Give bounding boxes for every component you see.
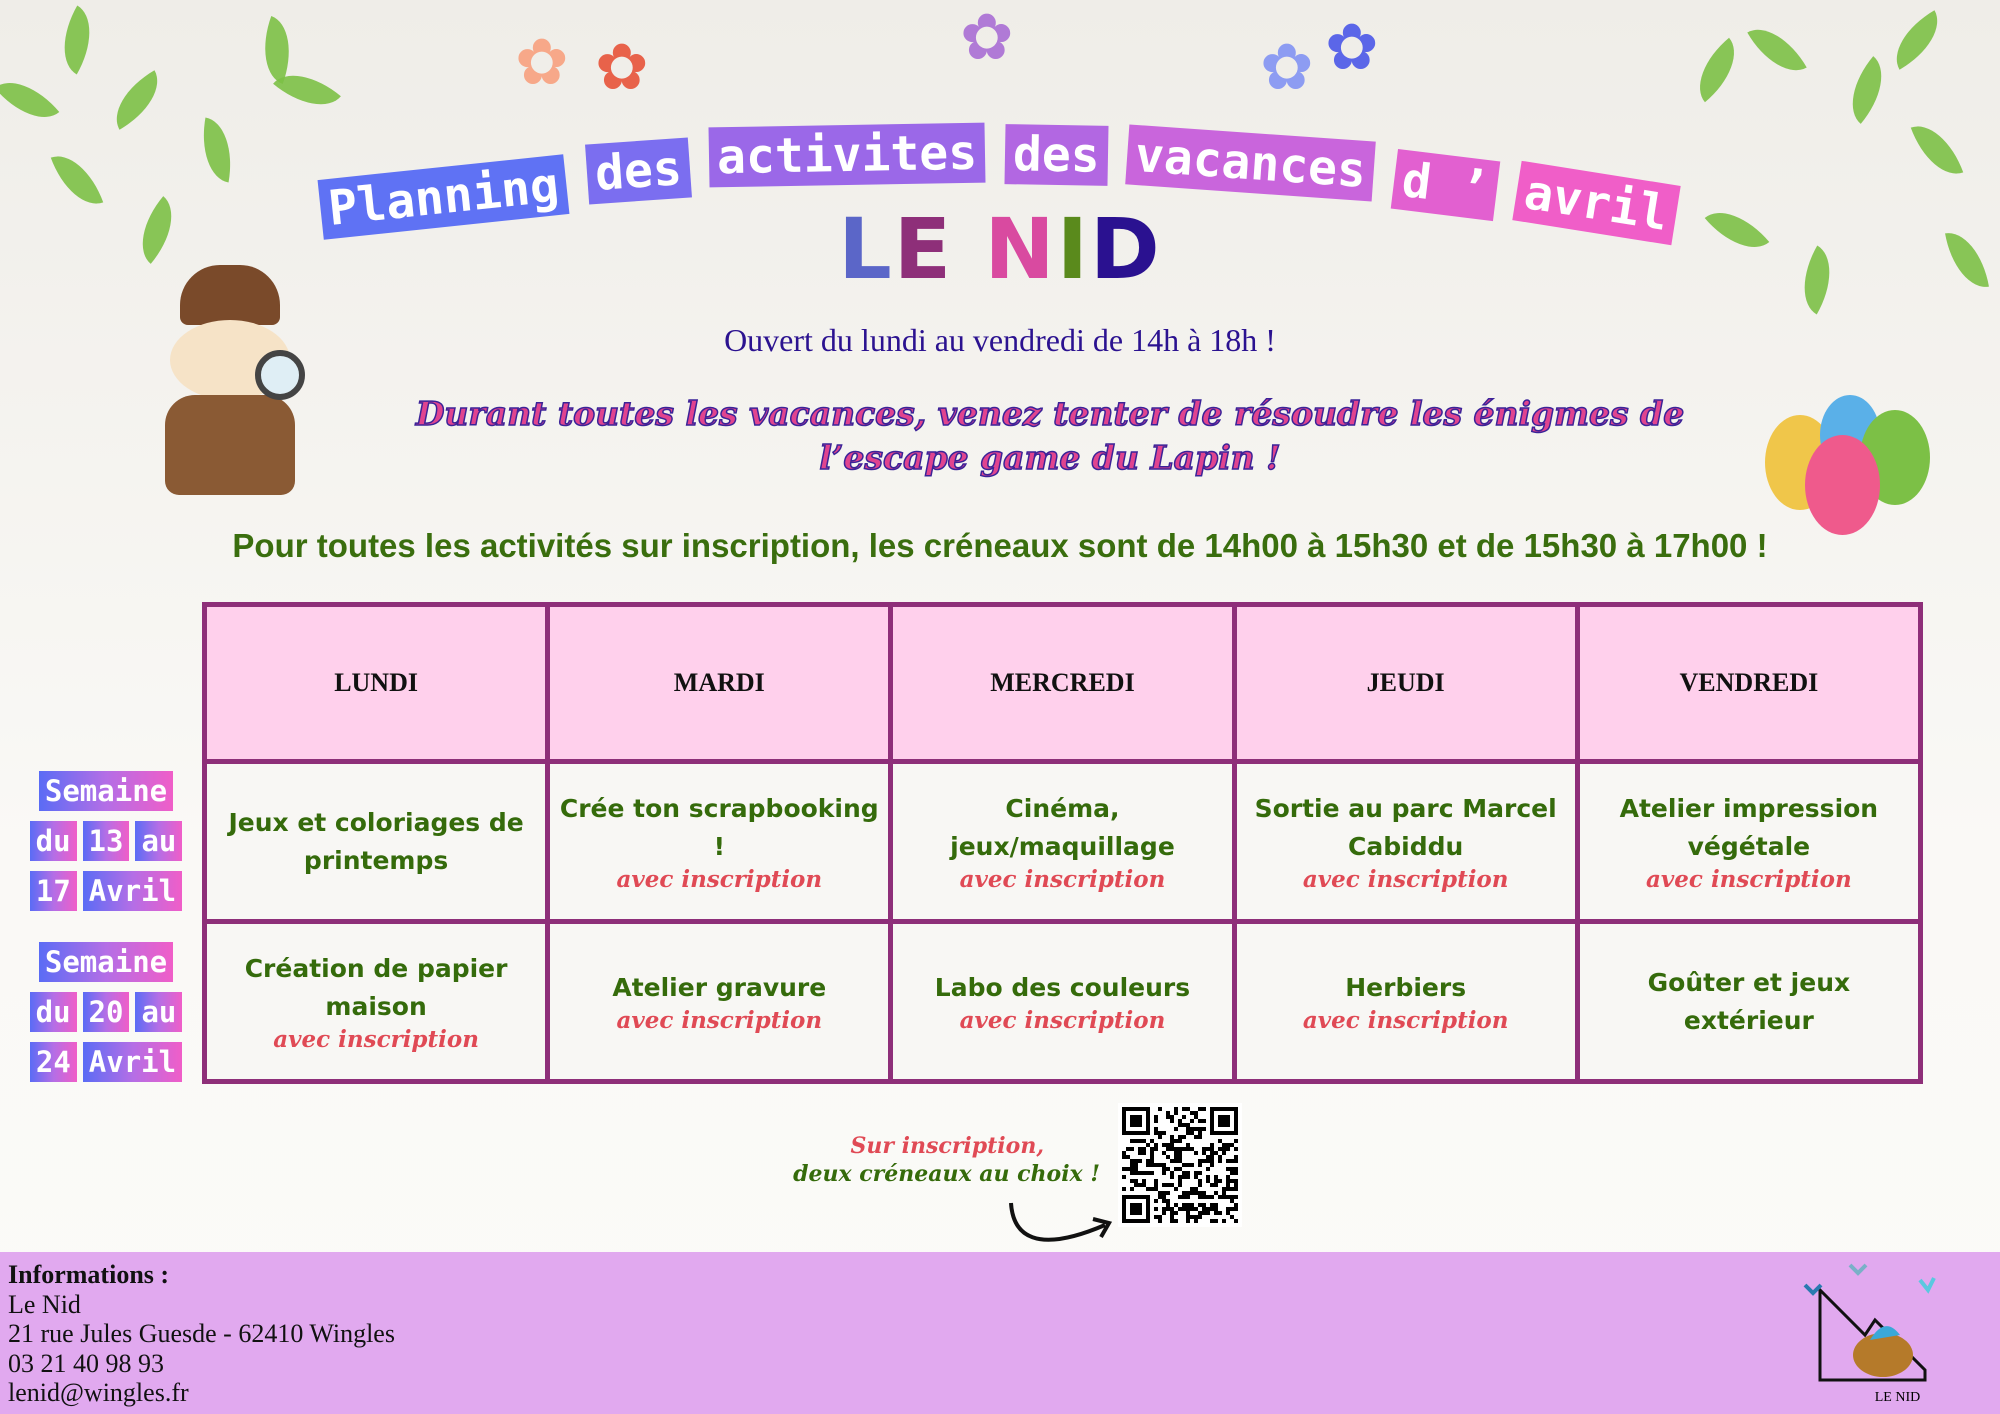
flower-icon: ✿ [1325, 11, 1379, 83]
footer [0, 1252, 2000, 1414]
activity-title: Labo des couleurs [934, 972, 1191, 1002]
registration-required-note: avec inscription [959, 865, 1166, 893]
week-word: 13 [83, 821, 130, 861]
week-word: 20 [83, 992, 130, 1032]
title-word: activites [708, 123, 985, 188]
flower-icon: ✿ [595, 31, 649, 103]
activity-cell [1234, 922, 1577, 1082]
day-header: JEUDI [1234, 605, 1577, 762]
brand-letter: I [1056, 200, 1090, 298]
week-word: au [135, 821, 182, 861]
registration-line: Sur inscription, [850, 1133, 1044, 1159]
day-header: VENDREDI [1577, 605, 1920, 762]
week-word: Semaine [39, 771, 173, 811]
brand-letter: N [984, 200, 1057, 298]
table-row [205, 762, 1921, 922]
le-nid-logo [1795, 1260, 1960, 1410]
week-word: Semaine [39, 942, 173, 982]
day-header: LUNDI [205, 605, 548, 762]
week-word: 24 [30, 1042, 77, 1082]
registration-required-note: avec inscription [616, 1006, 823, 1034]
activity-cell [205, 922, 548, 1082]
registration-required-note: avec inscription [1646, 865, 1852, 893]
brand-letter: D [1090, 200, 1162, 298]
brand-space [953, 200, 984, 298]
arrow-icon [1005, 1195, 1115, 1255]
info-address: 21 rue Jules Guesde - 62410 Wingles [8, 1319, 395, 1348]
week-word: du [30, 821, 77, 861]
activity-title: Herbiers [1345, 972, 1467, 1002]
flower-icon: ✿ [1260, 31, 1314, 103]
activity-cell [548, 762, 891, 922]
title-word: des [1004, 124, 1108, 186]
week-label-2 [14, 937, 198, 1087]
logo-text: LE NID [1874, 1390, 1921, 1405]
opening-hours: Ouvert du lundi au vendredi de 14h à 18h ! [724, 322, 1276, 358]
brand-letter: L [838, 200, 894, 298]
activity-title: Goûter et jeux extérieur [1647, 967, 1851, 1035]
week-word: Avril [83, 871, 182, 911]
contact-info [8, 1260, 395, 1408]
table-header-row [205, 605, 1921, 762]
activity-title: Atelier impression végétale [1619, 793, 1879, 861]
activity-title: Atelier gravure [612, 972, 827, 1002]
registration-required-note: avec inscription [1302, 865, 1509, 893]
title-word: vacances [1125, 124, 1376, 201]
time-slots-info: Pour toutes les activités sur inscription, les créneaux sont de 14h00 à 15h30 et de 15h30 à 17h00 ! [232, 527, 1768, 564]
day-header: MERCREDI [891, 605, 1234, 762]
registration-required-note: avec inscription [1302, 1006, 1509, 1034]
announcement-line: l’escape game du Lapin ! [819, 438, 1281, 477]
activity-title: Crée ton scrapbooking ! [559, 793, 879, 861]
schedule-table [202, 602, 1923, 1084]
qr-code[interactable] [1118, 1103, 1242, 1227]
title-word: des [585, 137, 692, 204]
title-word: d ’ [1391, 149, 1500, 221]
registration-required-note: avec inscription [616, 865, 823, 893]
week-word: 17 [30, 871, 77, 911]
announcement-line: Durant toutes les vacances, venez tenter de résoudre les énigmes de [415, 394, 1685, 433]
activity-cell [548, 922, 891, 1082]
info-phone: 03 21 40 98 93 [8, 1348, 164, 1378]
brand-title [0, 200, 2000, 298]
activity-title: Cinéma, jeux/maquillage [950, 793, 1175, 861]
flower-icon: ✿ [960, 1, 1014, 73]
activity-title: Création de papier maison [244, 953, 508, 1021]
detective-bunny-illustration [160, 265, 300, 505]
day-header: MARDI [548, 605, 891, 762]
week-label-1 [14, 766, 198, 916]
activity-cell [205, 762, 548, 922]
registration-note [740, 1132, 1100, 1188]
table-row [205, 922, 1921, 1082]
info-email-link[interactable]: lenid@wingles.fr [8, 1378, 189, 1407]
flower-icon: ✿ [515, 26, 569, 98]
title-word: Planning [318, 154, 570, 240]
activity-cell [1577, 762, 1920, 922]
registration-line: deux créneaux au choix ! [793, 1161, 1100, 1187]
week-word: Avril [83, 1042, 182, 1082]
week-word: au [135, 992, 182, 1032]
brand-letter: E [893, 200, 954, 298]
week-word: du [30, 992, 77, 1032]
info-name: Le Nid [8, 1289, 81, 1319]
activity-cell [891, 762, 1234, 922]
title-word: avril [1512, 161, 1680, 245]
activity-cell [891, 922, 1234, 1082]
activity-title: Jeux et coloriages de printemps [228, 807, 524, 875]
activity-cell [1577, 922, 1920, 1082]
activity-cell [1234, 762, 1577, 922]
info-heading: Informations : [8, 1260, 170, 1289]
escape-game-announcement [300, 392, 1800, 480]
registration-required-note: avec inscription [273, 1025, 479, 1053]
activity-title: Sortie au parc Marcel Cabiddu [1254, 793, 1557, 861]
registration-required-note: avec inscription [959, 1006, 1166, 1034]
